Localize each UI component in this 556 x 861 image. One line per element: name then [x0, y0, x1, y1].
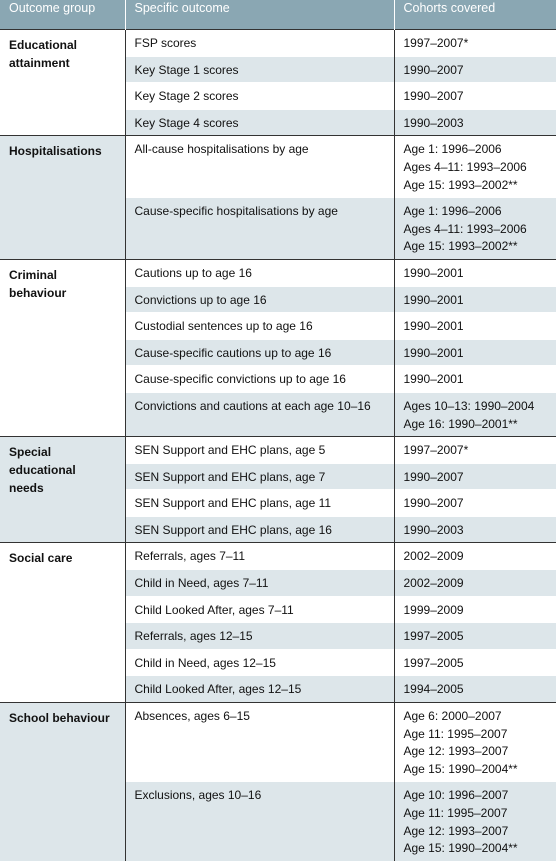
outcome-group-label: School behaviour [9, 711, 110, 726]
cohort-range: Ages 10–13: 1990–2004 [403, 398, 535, 413]
table-row [0, 437, 556, 464]
cohort-range: 1997–2007* [403, 36, 469, 50]
cohorts-covered-cell [394, 782, 556, 861]
cohorts-covered-cell [394, 56, 556, 83]
specific-outcome-cell: Cause-specific convictions up to age 16 [125, 366, 394, 393]
cohort-range: Age 16: 1990–2001** [403, 416, 518, 431]
outcome-group-cell [0, 437, 125, 543]
specific-outcome-cell: Key Stage 1 scores [125, 56, 394, 83]
cohorts-covered-cell [394, 463, 556, 490]
specific-outcome-cell: Child Looked After, ages 7–11 [125, 596, 394, 623]
specific-outcome-cell: Referrals, ages 7–11 [125, 543, 394, 570]
cohorts-covered-cell [394, 676, 556, 703]
cohort-range: Age 12: 1993–2007 [403, 823, 509, 838]
cohorts-covered-cell [394, 516, 556, 543]
cohorts-covered-cell [394, 259, 556, 286]
cohort-range: Age 15: 1990–2004** [403, 841, 518, 856]
table-row [0, 30, 556, 57]
outcome-group-cell [0, 30, 125, 136]
cohorts-covered-cell [394, 703, 556, 782]
cohort-range: 1990–2001 [403, 345, 464, 360]
specific-outcome-cell: Cause-specific hospitalisations by age [125, 198, 394, 260]
cohorts-covered-cell [394, 198, 556, 260]
cohort-range: Age 11: 1995–2007 [403, 806, 508, 820]
outcome-group-label: Educational [9, 38, 78, 52]
cohort-range: 1999–2009 [403, 602, 464, 617]
specific-outcome-cell: Exclusions, ages 10–16 [125, 782, 394, 861]
cohort-range: 1990–2007 [403, 469, 464, 484]
cohort-range: Age 1: 1996–2006 [403, 142, 502, 157]
cohort-range: 1990–2003 [403, 115, 464, 130]
specific-outcome-cell: SEN Support and EHC plans, age 5 [125, 437, 394, 464]
outcome-group-cell [0, 136, 125, 260]
specific-outcome-cell: Cautions up to age 16 [125, 259, 394, 286]
cohort-range: Ages 4–11: 1993–2006 [403, 221, 527, 236]
cohorts-covered-cell [394, 490, 556, 517]
specific-outcome-cell: Referrals, ages 12–15 [125, 623, 394, 650]
cohorts-covered-cell [394, 286, 556, 313]
cohort-range: Age 15: 1990–2004** [403, 761, 518, 776]
cohorts-covered-cell [394, 83, 556, 110]
cohort-range: Age 10: 1996–2007 [403, 788, 509, 803]
header-specific-outcome: Specific outcome [125, 0, 394, 30]
cohort-range: 1990–2007 [403, 89, 464, 104]
header-outcome-group: Outcome group [0, 0, 125, 30]
cohort-range: Age 12: 1993–2007 [403, 744, 509, 759]
cohort-range: Ages 4–11: 1993–2006 [403, 159, 527, 174]
table-body [0, 30, 556, 861]
cohorts-covered-cell [394, 30, 556, 57]
specific-outcome-cell: Child in Need, ages 12–15 [125, 649, 394, 676]
cohorts-covered-cell [394, 392, 556, 436]
specific-outcome-cell: Key Stage 2 scores [125, 83, 394, 110]
cohort-range: 1997–2005 [403, 655, 464, 670]
specific-outcome-cell: Absences, ages 6–15 [125, 703, 394, 782]
specific-outcome-cell: All-cause hospitalisations by age [125, 136, 394, 198]
outcome-group-label: Criminal [9, 267, 58, 282]
table-row [0, 543, 556, 570]
cohort-range: 1990–2007 [403, 62, 464, 77]
header-cohorts-covered: Cohorts covered [394, 0, 556, 30]
cohort-range: 1997–2005 [403, 629, 464, 644]
cohorts-covered-cell [394, 339, 556, 366]
cohorts-covered-cell [394, 649, 556, 676]
cohort-range: 2002–2009 [403, 576, 464, 591]
cohort-range: 1990–2001 [403, 319, 464, 334]
table-row [0, 703, 556, 782]
cohorts-covered-cell [394, 437, 556, 464]
table-row [0, 259, 556, 286]
cohorts-covered-cell [394, 596, 556, 623]
specific-outcome-cell: Child Looked After, ages 12–15 [125, 676, 394, 703]
outcome-group-label: behaviour [9, 285, 67, 300]
specific-outcome-cell: SEN Support and EHC plans, age 11 [125, 490, 394, 517]
specific-outcome-cell: FSP scores [125, 30, 394, 57]
cohorts-covered-cell [394, 366, 556, 393]
outcome-group-label: attainment [9, 56, 70, 70]
outcome-group-label: Special [9, 445, 52, 460]
cohorts-covered-cell [394, 570, 556, 597]
cohorts-covered-cell [394, 136, 556, 198]
header-row [0, 0, 556, 30]
outcome-group-label: needs [9, 481, 44, 496]
specific-outcome-cell: Cause-specific cautions up to age 16 [125, 339, 394, 366]
specific-outcome-cell: Child in Need, ages 7–11 [125, 570, 394, 597]
cohort-range: 2002–2009 [403, 549, 464, 564]
cohorts-covered-cell [394, 313, 556, 340]
outcome-group-label: educational [9, 463, 76, 478]
specific-outcome-cell: Convictions up to age 16 [125, 286, 394, 313]
cohort-range: 1990–2003 [403, 522, 464, 537]
cohorts-covered-cell [394, 109, 556, 136]
specific-outcome-cell: SEN Support and EHC plans, age 16 [125, 516, 394, 543]
cohort-range: Age 6: 2000–2007 [403, 709, 502, 724]
specific-outcome-cell: Convictions and cautions at each age 10–16 [125, 392, 394, 436]
outcome-group-label: Social care [9, 551, 73, 566]
table-row [0, 136, 556, 198]
outcome-group-cell [0, 543, 125, 703]
cohort-range: Age 15: 1993–2002** [403, 239, 518, 254]
cohort-range: Age 15: 1993–2002** [403, 177, 518, 192]
specific-outcome-cell: SEN Support and EHC plans, age 7 [125, 463, 394, 490]
cohort-range: 1990–2007 [403, 496, 464, 511]
cohorts-covered-cell [394, 623, 556, 650]
specific-outcome-cell: Key Stage 4 scores [125, 109, 394, 136]
cohorts-covered-cell [394, 543, 556, 570]
outcome-group-cell [0, 259, 125, 436]
cohort-range: 1997–2007* [403, 443, 469, 458]
cohort-range: Age 11: 1995–2007 [403, 726, 508, 741]
specific-outcome-cell: Custodial sentences up to age 16 [125, 313, 394, 340]
cohort-range: 1990–2001 [403, 265, 464, 280]
cohort-range: 1990–2001 [403, 372, 464, 387]
outcome-group-cell [0, 703, 125, 861]
cohort-range: 1990–2001 [403, 292, 464, 307]
cohort-range: Age 1: 1996–2006 [403, 204, 502, 219]
outcome-group-label: Hospitalisations [9, 144, 102, 159]
cohort-range: 1994–2005 [403, 682, 464, 697]
